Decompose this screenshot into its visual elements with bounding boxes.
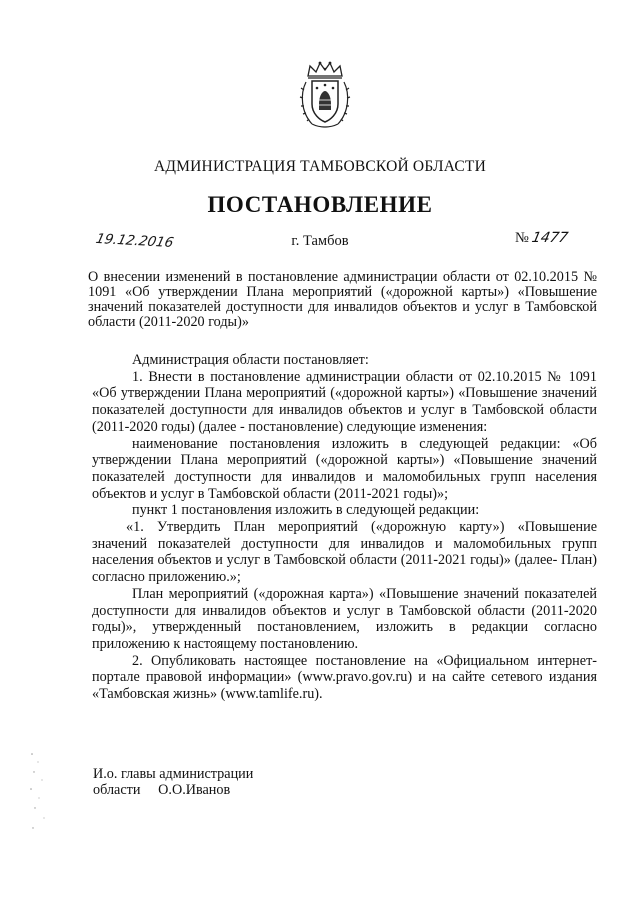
signature-title: И.о. главы администрации bbox=[93, 766, 254, 782]
number-value: 1477 bbox=[530, 230, 570, 246]
scan-noise bbox=[28, 748, 52, 838]
signature-title-line2: области bbox=[93, 782, 141, 798]
agency-name: АДМИНИСТРАЦИЯ ТАМБОВСКОЙ ОБЛАСТИ bbox=[154, 158, 486, 175]
signature-block bbox=[93, 766, 253, 798]
clause-1-plan-change: План мероприятий («дорожная карта») «Повышение значений показателей доступности для инвалидов объектов и услуг в Тамбовской области (2011-2020 годы)», утвержденный постановлением, изложить в редакции согласно приложению к настоящему постановлению. bbox=[92, 585, 597, 652]
number-prefix: № bbox=[515, 230, 529, 246]
tambov-coat-of-arms-icon bbox=[298, 60, 352, 130]
clause-1-title-change: наименование постановления изложить в следующей редакции: «Об утверждении Плана мероприятий («дорожной карты») «Повышение значений показателей доступности для инвалидов и маломобильных групп населения объектов и услуг в Тамбовской области (2011-2021 годы)»; bbox=[92, 435, 597, 502]
clause-1-point-change: пункт 1 постановления изложить в следующей редакции: bbox=[132, 502, 480, 519]
preamble: Администрация области постановляет: bbox=[132, 352, 369, 368]
clause-2: 2. Опубликовать настоящее постановление на «Официальном интернет-портале правовой информации» (www.pravo.gov.ru) и на сайте сетевого издания «Тамбовская жизнь» (www.tamlife.ru). bbox=[92, 652, 597, 703]
clause-1: 1. Внести в постановление администрации области от 02.10.2015 № 1091 «Об утверждении Плана мероприятий («дорожной карты») «Повышение значений показателей доступности для инвалидов объектов и услуг в Тамбовской области (2011-2020 годы) (далее - постановление) следующие изменения: bbox=[92, 368, 597, 435]
document-number bbox=[515, 230, 570, 247]
document-type: ПОСТАНОВЛЕНИЕ bbox=[207, 192, 433, 217]
document-date: 19.12.2016 bbox=[94, 231, 176, 251]
document-body bbox=[92, 352, 597, 703]
clause-1-point-quote: «1. Утвердить План мероприятий («дорожную карту») «Повышение значений показателей доступности для инвалидов и маломобильных групп населения объектов и услуг в Тамбовской области (2011-2021 годы)» (далее- План) согласно приложению.»; bbox=[92, 519, 597, 586]
document-city: г. Тамбов bbox=[291, 233, 349, 249]
signatory-name: О.О.Иванов bbox=[158, 782, 231, 798]
document-subject: О внесении изменений в постановление администрации области от 02.10.2015 № 1091 «Об утверждении Плана мероприятий («дорожной карты») «Повышение значений показателей доступности для инвалидов объектов и услуг в Тамбовской области (2011-2020 годы)» bbox=[88, 269, 597, 330]
